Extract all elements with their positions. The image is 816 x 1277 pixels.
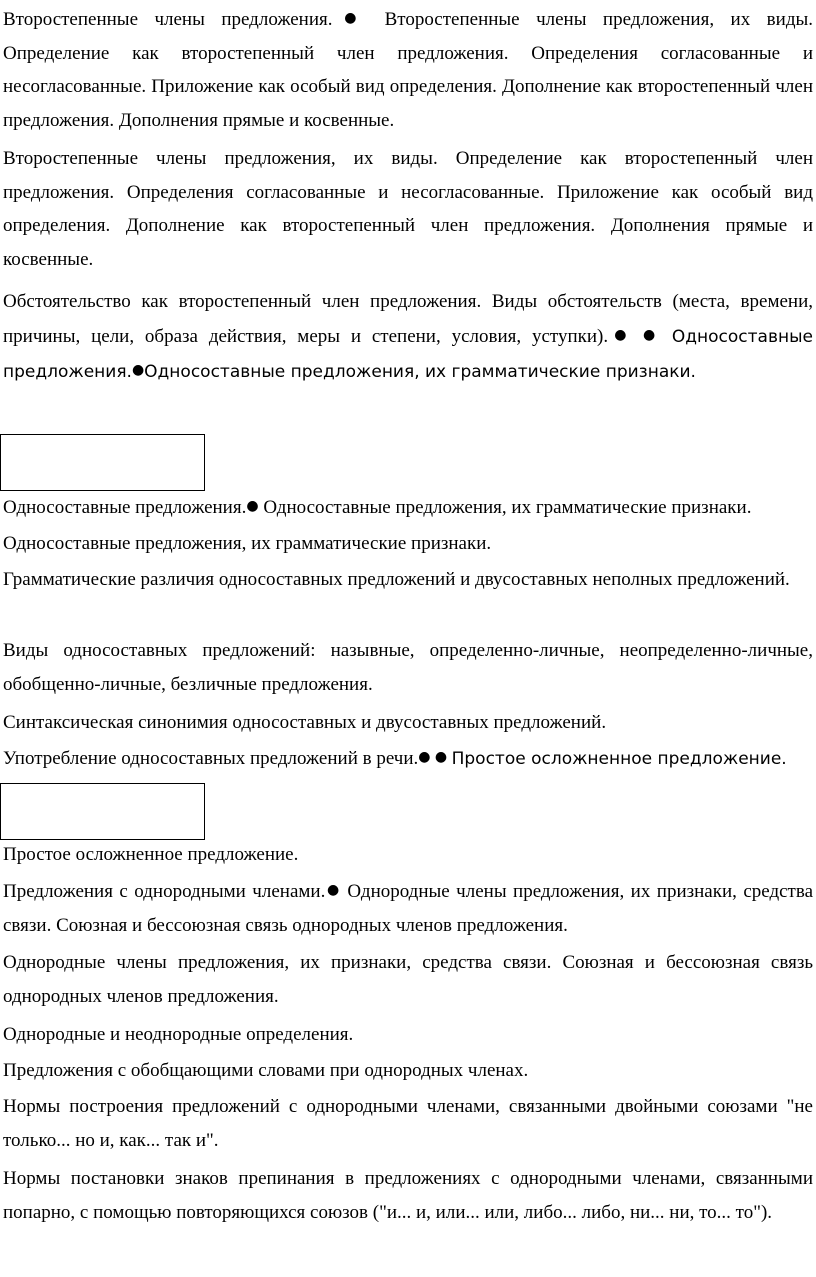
text-fragment: Односоставные предложения, их грамматические признаки.: [258, 497, 752, 518]
text-fragment: Обстоятельство как второстепенный член предложения. Виды обстоятельств (места, времени, причины, цели, образа действия, меры и степени, условия, уступки).: [3, 291, 813, 347]
text-fragment: Односоставные предложения.: [3, 497, 247, 518]
text-fragment: Второстепенные члены предложения, их виды. Определение как второстепенный член предложения. Определения согласованные и несогласованные. Приложение как особый вид определения. Дополнение как второстепенный член предложения. Дополнения прямые и косвенные.: [3, 9, 813, 131]
text-fragment: Предложения с однородными членами.: [3, 881, 326, 902]
paragraph-secondary-members-repeat: Второстепенные члены предложения, их виды. Определение как второстепенный член предложения. Определения согласованные и несогласованные. Приложение как особый вид определения. Дополнение как второстепенный член предложения. Дополнения прямые и косвенные.: [3, 148, 813, 270]
paragraph-generalizing-words: Предложения с обобщающими словами при однородных членах.: [3, 1060, 529, 1081]
paragraph-complicated-sentence: Простое осложненное предложение.: [3, 844, 299, 865]
empty-image-frame: [0, 434, 205, 491]
paragraph-homogeneous-features: Однородные члены предложения, их признаки, средства связи. Союзная и бессоюзная связь однородных членов предложения.: [3, 952, 813, 1007]
empty-image-frame: [0, 783, 205, 840]
paragraph-one-member: [3, 490, 813, 525]
bullet-icon: ●: [608, 326, 633, 343]
bullet-icon: ●: [325, 882, 341, 898]
paragraph-grammatical-differences: Грамматические различия односоставных предложений и двусоставных неполных предложений.: [3, 569, 790, 590]
text-fragment: Употребление односоставных предложений в речи.: [3, 748, 419, 769]
paragraph-homogeneous-members: [3, 874, 813, 942]
text-fragment: Второстепенные члены предложения.: [3, 9, 333, 30]
paragraph-usage-in-speech: [3, 741, 813, 777]
paragraph-syntactic-synonymy: Синтаксическая синонимия односоставных и двусоставных предложений.: [3, 712, 607, 733]
bullet-icon: ●: [131, 362, 145, 378]
text-fragment: Простое осложненное предложение.: [451, 749, 787, 769]
bullet-icon: ●: [632, 326, 672, 343]
paragraph-adverbial: [3, 285, 813, 390]
paragraph-secondary-members: [3, 2, 813, 137]
paragraph-types-one-member: Виды односоставных предложений: назывные, определенно-личные, неопределенно-личные, обобщенно-личные, безличные предложения.: [3, 640, 813, 695]
text-fragment: Однородные члены предложения, их признаки, средства связи. Союзная и бессоюзная связь однородных членов предложения.: [3, 881, 814, 936]
bullet-icon: ●: [418, 749, 431, 765]
text-fragment: Односоставные предложения, их грамматические признаки.: [144, 362, 696, 382]
paragraph-homogeneous-definitions: Однородные и неоднородные определения.: [3, 1024, 354, 1045]
bullet-icon: ●: [332, 10, 369, 26]
paragraph-one-member-features: Односоставные предложения, их грамматические признаки.: [3, 533, 492, 554]
bullet-icon: ●: [430, 749, 452, 765]
bullet-icon: ●: [246, 498, 259, 514]
paragraph-double-conjunctions: Нормы построения предложений с однородными членами, связанными двойными союзами "не только... но и, как... так и".: [3, 1096, 813, 1151]
paragraph-punctuation-norms: Нормы постановки знаков препинания в предложениях с однородными членами, связанными попарно, с помощью повторяющихся союзов ("и... и, или... или, либо... либо, ни... ни, то... то").: [3, 1168, 813, 1223]
text-fragment: Односоставные предложения.: [3, 326, 813, 382]
